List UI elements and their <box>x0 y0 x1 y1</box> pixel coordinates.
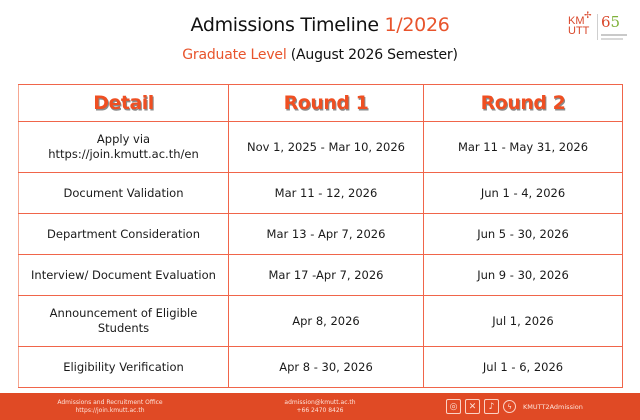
logo-km: KM <box>568 15 585 27</box>
detail-cell <box>19 122 229 173</box>
subtitle-level: Graduate Level <box>182 47 287 63</box>
logo-caption <box>601 34 627 36</box>
anniversary-65-logo <box>601 13 620 31</box>
detail-text: Students <box>97 321 150 335</box>
table-header-row <box>19 85 623 122</box>
tiktok-icon[interactable]: ♪ <box>484 399 499 414</box>
subtitle-semester: (August 2026 Semester) <box>286 47 458 63</box>
footer-contact <box>265 399 375 415</box>
kmutt-logo <box>568 10 628 44</box>
phone-number: +66 2470 8426 <box>296 407 344 414</box>
instagram-icon[interactable]: ◎ <box>446 399 461 414</box>
office-url-link[interactable]: https://join.kmutt.ac.th <box>75 407 145 414</box>
anniversary-6: 6 <box>601 13 611 31</box>
round-2-cell: Jun 9 - 30, 2026 <box>424 255 623 296</box>
round-1-cell: Mar 13 - Apr 7, 2026 <box>229 214 424 255</box>
header-detail: Detail <box>19 85 229 122</box>
header-round-2: Round 2 <box>424 85 623 122</box>
detail-cell: Eligibility Verification <box>19 347 229 388</box>
table-row <box>19 214 623 255</box>
social-links <box>446 398 583 415</box>
table-row <box>19 173 623 214</box>
header-round-1: Round 1 <box>229 85 424 122</box>
sparkle-icon: ✢ <box>584 10 592 20</box>
detail-cell <box>19 296 229 347</box>
detail-text: Announcement of Eligible <box>49 306 198 320</box>
detail-cell: Document Validation <box>19 173 229 214</box>
table-row <box>19 255 623 296</box>
detail-text: Apply via <box>96 132 151 146</box>
timeline-table <box>18 84 623 388</box>
footer <box>0 393 640 420</box>
messenger-icon[interactable]: ϟ <box>503 400 516 413</box>
x-icon[interactable]: ✕ <box>465 399 480 414</box>
page-title <box>0 14 640 36</box>
round-2-cell: Jun 1 - 4, 2026 <box>424 173 623 214</box>
title-term: 1/2026 <box>384 14 450 36</box>
anniversary-5: 5 <box>610 13 621 31</box>
social-handle[interactable]: KMUTT2Admission <box>523 402 583 411</box>
footer-office <box>40 399 180 415</box>
round-1-cell: Mar 17 -Apr 7, 2026 <box>229 255 424 296</box>
table-row <box>19 347 623 388</box>
logo-utt: UTT <box>568 25 590 37</box>
round-2-cell: Mar 11 - May 31, 2026 <box>424 122 623 173</box>
table-row <box>19 122 623 173</box>
round-2-cell: Jun 5 - 30, 2026 <box>424 214 623 255</box>
round-1-cell: Apr 8, 2026 <box>229 296 424 347</box>
table-row <box>19 296 623 347</box>
detail-cell: Department Consideration <box>19 214 229 255</box>
detail-cell: Interview/ Document Evaluation <box>19 255 229 296</box>
logo-text <box>568 16 589 36</box>
round-1-cell: Apr 8 - 30, 2026 <box>229 347 424 388</box>
round-2-cell: Jul 1 - 6, 2026 <box>424 347 623 388</box>
title-text: Admissions Timeline <box>190 14 385 36</box>
logo-divider <box>597 14 598 40</box>
round-1-cell: Mar 11 - 12, 2026 <box>229 173 424 214</box>
page-subtitle <box>0 47 640 63</box>
round-2-cell: Jul 1, 2026 <box>424 296 623 347</box>
office-name: Admissions and Recruitment Office <box>57 399 163 406</box>
apply-link[interactable]: https://join.kmutt.ac.th/en <box>48 147 199 161</box>
round-1-cell: Nov 1, 2025 - Mar 10, 2026 <box>229 122 424 173</box>
email-link[interactable]: admission@kmutt.ac.th <box>284 399 356 406</box>
logo-caption-2 <box>601 38 623 40</box>
